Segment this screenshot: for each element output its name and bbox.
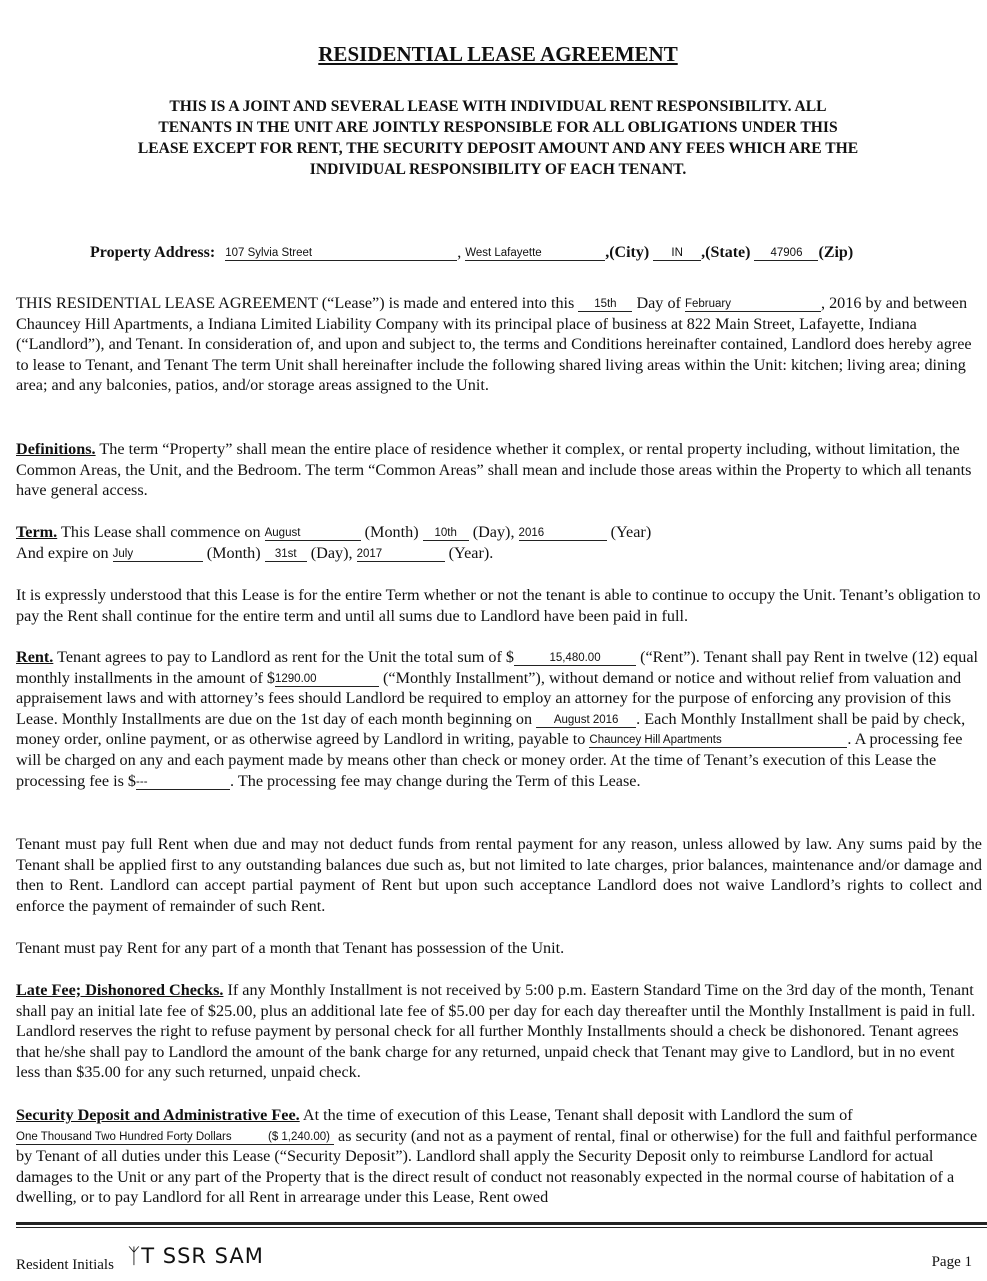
month-field: February (685, 298, 821, 312)
late-fee-text: If any Monthly Installment is not received by 5:00 p.m. Eastern Standard Time on the 3rd day of the month, Tenant shall pay an initial late fee of $25.00, plus an additional late fee of $5.00 per day for each day thereafter until the Monthly Installment is paid in full. Landlord reserves the right to refuse payment by personal check for all further Monthly Installments should a check be dishonored. Tenant agrees that he/she shall pay to Landlord the amount of the bank charge for any returned, unpaid check that Tenant may give to Landlord, but in no event less than $35.00 for any such returned, unpaid check. (16, 981, 976, 1082)
start-day-field: 10th (423, 527, 469, 541)
document-title: RESIDENTIAL LEASE AGREEMENT (318, 42, 678, 66)
security-deposit-paragraph (16, 1105, 982, 1208)
handwritten-initials: ᛉT SSR SAM (127, 1244, 264, 1268)
term-text-2: And expire on (16, 543, 109, 562)
month-label: (Month) (364, 523, 419, 541)
zip-field: 47906 (754, 247, 818, 261)
start-month-field: August (265, 527, 361, 541)
year-label-2: (Year). (448, 543, 494, 562)
definitions-heading: Definitions. (16, 440, 96, 458)
rent-paragraph (16, 647, 982, 791)
end-year-field: 2017 (357, 548, 445, 562)
term-paragraph (16, 522, 982, 563)
initials-label: Resident Initials (16, 1257, 114, 1273)
city-label: ,(City) (605, 244, 650, 261)
rent-text-5: . A processing fee will be charged on any and each payment made by means other than check or money order. At the time of Tenant’s execution of this Lease the processing fee is $ (16, 730, 963, 790)
property-address-label: Property Address: (90, 244, 216, 261)
rent-text-3: (“Monthly Installment”), without demand or notice and without relief from valuation and appraisement laws and with attorney’s fees should Landlord be required to employ an attorney for the purpose of enforcing any provision of this Lease. Monthly Installments are due on the 1st day of each month beginning on (16, 668, 962, 728)
security-text-1: At the time of execution of this Lease, Tenant shall deposit with Landlord the sum of (302, 1106, 853, 1124)
state-label: ,(State) (701, 244, 751, 261)
day-label: (Day), (472, 523, 515, 541)
rent-text-4: . Each Monthly Installment shall be paid by check, money order, online payment, or as otherwise agreed by Landlord in writing, payable to (16, 709, 966, 749)
security-deposit-heading: Security Deposit and Administrative Fee. (16, 1106, 300, 1124)
rent-heading: Rent. (16, 648, 54, 666)
footer-divider-thin (16, 1227, 987, 1228)
city-field: West Lafayette (465, 247, 605, 261)
day-field: 15th (578, 298, 632, 312)
start-year-field: 2016 (519, 527, 607, 541)
street-field: 107 Sylvia Street (225, 247, 457, 261)
month-label-2: (Month) (206, 543, 261, 562)
security-text-2: as security (and not as a payment of rental, final or otherwise) for the full and faithful performance by Tenant of all duties under this Lease (“Security Deposit”). Landlord shall apply the Security Deposit only to reimburse Landlord for actual damages to the Unit or any part of the Property that is the direct result of conduct not reasonably expected in the normal course of habitation of a dwelling, or to pay Landlord for all Rent in arrearage under this Lease, Rent owed (16, 1126, 978, 1207)
payee-field: Chauncey Hill Apartments (589, 734, 847, 748)
footer-divider (16, 1222, 987, 1225)
definitions-text: The term “Property” shall mean the entire place of residence whether it complex, or rental property including, without limitation, the Common Areas, the Unit, and the Bedroom. The term “Common Areas” shall mean and include those areas within the Property to which all tenants have general access. (16, 440, 972, 500)
rent-total-field: 15,480.00 (514, 652, 636, 666)
late-fee-paragraph (16, 980, 982, 1083)
rent-payment-paragraph: Tenant must pay full Rent when due and may not deduct funds from rental payment for any reason, unless allowed by law. Any sums paid by the Tenant shall be applied first to any outstanding balances due such as, but not limited to late charges, prior balances, maintenance and/or damage and then to Rent. Landlord can accept partial payment of Rent but upon such acceptance Landlord does not waive Landlord’s rights to collect and enforce the payment of remainder of such Rent. (16, 835, 982, 915)
resident-initials (16, 1244, 264, 1276)
deposit-amount-field: ($ 1,240.00) (264, 1131, 334, 1145)
property-address-line: Property Address: 107 Sylvia Street , West Lafayette ,(City) IN ,(State) 47906 (Zip) (90, 244, 854, 261)
rent-text-2: (“Rent”). Tenant shall pay Rent in twelve (12) equal monthly installments in the amount of $ (16, 648, 979, 687)
processing-fee-field: --- (136, 776, 230, 790)
definitions-paragraph (16, 439, 982, 501)
installment-field: 1290.00 (275, 673, 379, 687)
day-label-2: (Day), (310, 543, 353, 562)
intro-paragraph (16, 293, 982, 396)
rent-text-6: . The processing fee may change during the Term of this Lease. (230, 771, 641, 790)
late-fee-heading: Late Fee; Dishonored Checks. (16, 981, 224, 999)
term-text-1: This Lease shall commence on (60, 523, 261, 541)
page-number: Page 1 (931, 1254, 972, 1270)
term-heading: Term. (16, 523, 58, 541)
term-note: It is expressly understood that this Lease is for the entire Term whether or not the tenant is able to continue to occupy the Unit. Tenant’s obligation to pay the Rent shall continue for the entire term and until all sums due to Landlord have been paid in full. (16, 586, 981, 625)
deposit-words-field: One Thousand Two Hundred Forty Dollars (16, 1131, 264, 1145)
state-field: IN (653, 247, 701, 261)
intro-text-1: THIS RESIDENTIAL LEASE AGREEMENT (“Lease”) is made and entered into this (16, 294, 575, 312)
begin-month-field: August 2016 (536, 714, 636, 728)
zip-label: (Zip) (818, 244, 854, 261)
end-month-field: July (113, 548, 203, 562)
intro-text-2: Day of (636, 294, 681, 312)
joint-lease-notice: THIS IS A JOINT AND SEVERAL LEASE WITH INDIVIDUAL RENT RESPONSIBILITY. ALL TENANTS IN THE UNIT ARE JOINTLY RESPONSIBLE FOR ALL OBLIGATIONS UNDER THIS LEASE EXCEPT FOR RENT, THE SECURITY DEPOSIT AMOUNT AND ANY FEES WHICH ARE THE INDIVIDUAL RESPONSIBILITY OF EACH TENANT. (137, 98, 859, 178)
end-day-field: 31st (265, 548, 307, 562)
intro-text-3: , 2016 by and between Chauncey Hill Apartments, a Indiana Limited Liability Company with its principal place of business at 822 Main Street, Lafayette, Indiana (“Landlord”), and Tenant. In consideration of, and upon and subject to, the terms and Conditions hereinafter contained, Landlord does hereby agree to lease to Tenant, and Tenant The term Unit shall hereinafter include the following shared living areas within the Unit: kitchen; living area; dining area; and any balconies, patios, and/or storage areas assigned to the Unit. (16, 294, 972, 395)
lease-page (16, 0, 980, 1281)
year-label: (Year) (610, 523, 652, 541)
rent-possession-paragraph: Tenant must pay Rent for any part of a month that Tenant has possession of the Unit. (16, 939, 565, 957)
rent-text-1: Tenant agrees to pay to Landlord as rent for the Unit the total sum of $ (57, 648, 515, 666)
